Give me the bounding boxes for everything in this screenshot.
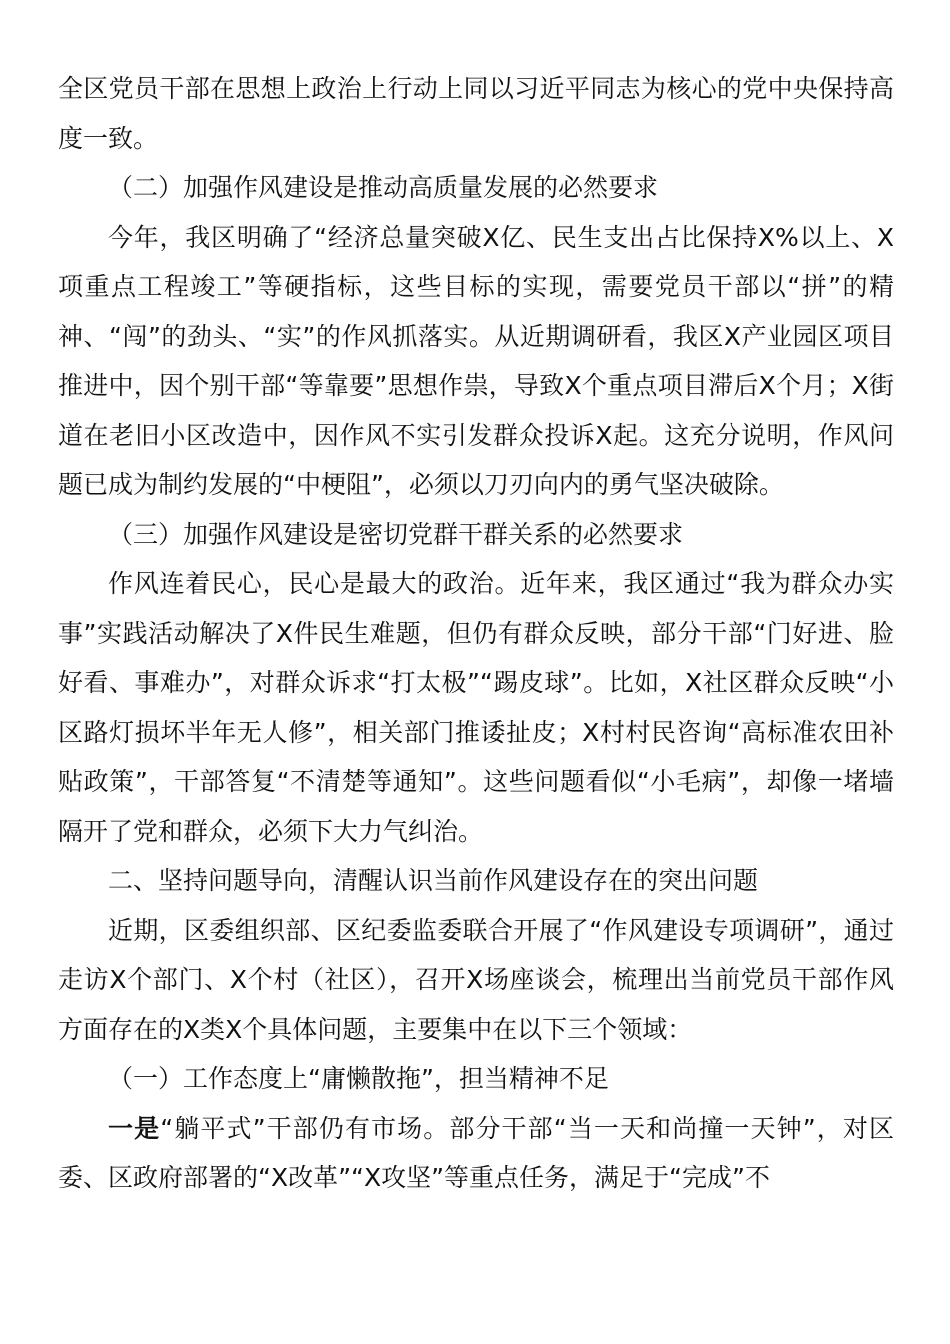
paragraph-continuation: 全区党员干部在思想上政治上行动上同以习近平同志为核心的党中央保持高度一致。 [58, 74, 894, 153]
paragraph-development: 今年，我区明确了“经济总量突破X亿、民生支出占比保持X%以上、X项重点工程竣工”等硬指标，这些目标的实现，需要党员干部以“拼”的精神、“闯”的劲头、“实”的作风抓落实。从近期调研看，我区X产业园区项目推进中，因个别干部“等靠要”思想作祟，导致X个重点项目滞后X个月；X街道在老旧小区改造中，因作风不实引发群众投诉X起。这充分说明，作风问题已成为制约发展的“中梗阻”，必须以刀刃向内的勇气坚决破除。 [58, 222, 894, 499]
lead-phrase: 一是 [108, 1113, 161, 1143]
subheading-2: （二）加强作风建设是推动高质量发展的必然要求 [108, 173, 659, 202]
section-heading-2: 二、坚持问题导向，清醒认识当前作风建设存在的突出问题 [108, 866, 759, 895]
subheading-work-attitude: （一）工作态度上“庸懒散拖”，担当精神不足 [108, 1064, 609, 1093]
subheading-3: （三）加强作风建设是密切党群干群关系的必然要求 [108, 519, 684, 549]
document-page [58, 64, 894, 1203]
paragraph-survey: 近期，区委组织部、区纪委监委联合开展了“作风建设专项调研”，通过走访X个部门、X个村（社区），召开X场座谈会，梳理出当前党员干部作风方面存在的X类X个具体问题，主要集中在以下三个领域： [58, 915, 894, 1044]
paragraph-party-masses: 作风连着民心，民心是最大的政治。近年来，我区通过“我为群众办实事”实践活动解决了X件民生难题，但仍有群众反映，部分干部“门好进、脸好看、事难办”，对群众诉求“打太极”“踢皮球”。比如，X社区群众反映“小区路灯损坏半年无人修”，相关部门推诿扯皮；X村村民咨询“高标准农田补贴政策”，干部答复“不清楚等通知”。这些问题看似“小毛病”，却像一堵墙隔开了党和群众，必须下大力气纠治。 [58, 569, 894, 846]
paragraph-lying-flat [58, 1104, 894, 1203]
paragraph-body: “躺平式”干部仍有市场。部分干部“当一天和尚撞一天钟”，对区委、区政府部署的“X改革”“X攻坚”等重点任务，满足于“完成”不 [58, 1113, 894, 1192]
